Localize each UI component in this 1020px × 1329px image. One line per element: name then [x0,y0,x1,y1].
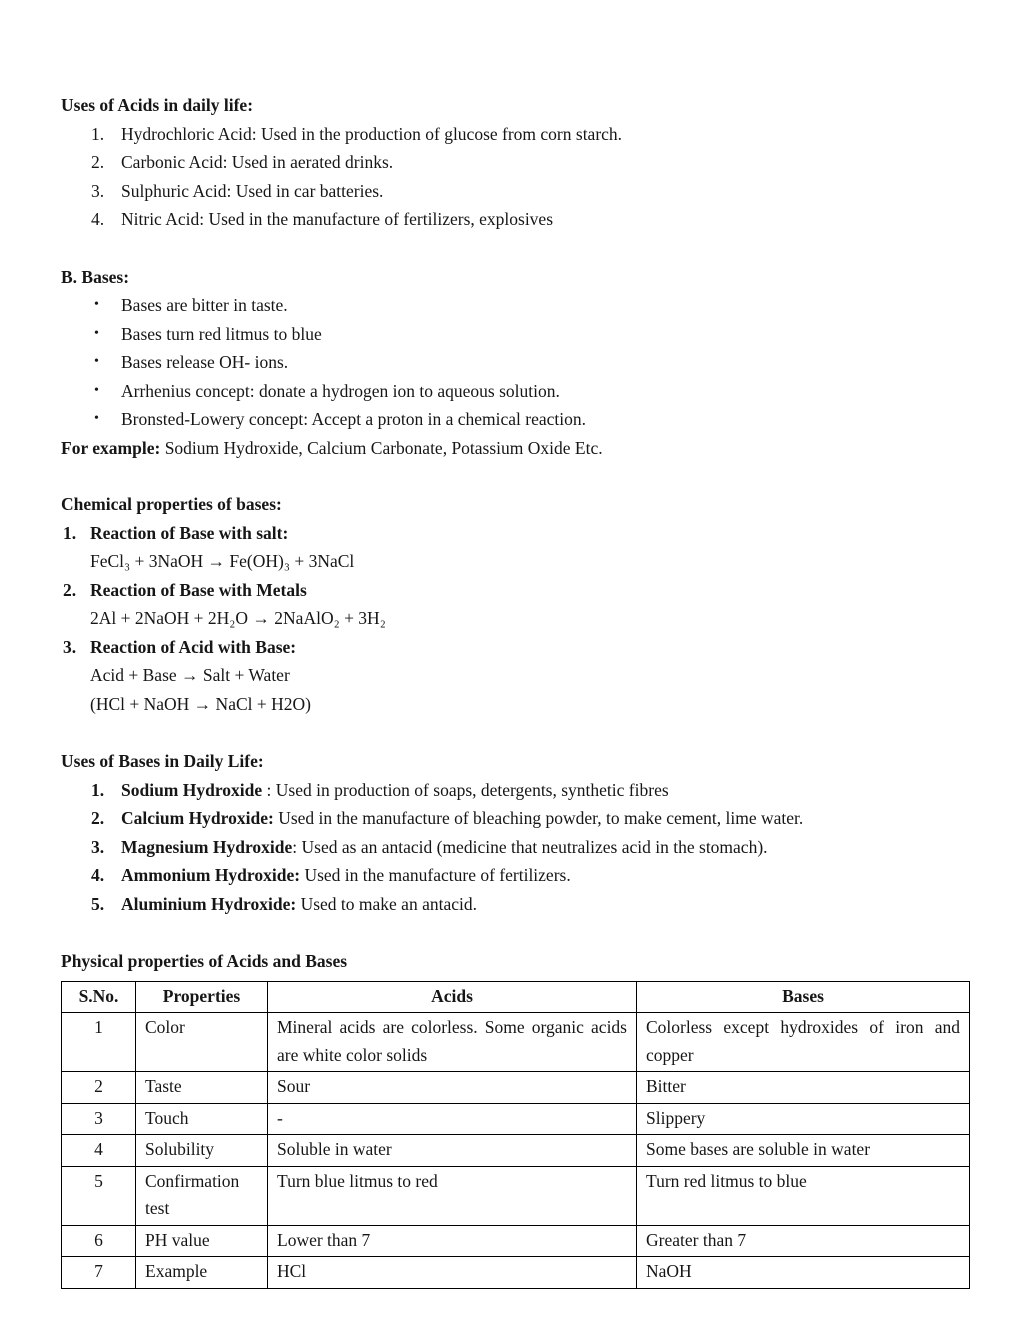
table-row [62,1072,970,1104]
bullet-icon: • [94,297,99,312]
list-text: Bases are bitter in taste. [121,295,288,315]
compound-name: Calcium Hydroxide: [121,808,274,828]
chem-title-text: Reaction of Base with Metals [90,579,307,600]
chem-formula: FeCl₃ + 3NaOH → Fe(OH)₃ + 3NaCl [90,551,355,571]
list-item [61,377,970,406]
list-text: Arrhenius concept: donate a hydrogen ion to aqueous solution. [121,380,560,401]
list-text: Nitric Acid: Used in the manufacture of fertilizers, explosives [121,209,554,229]
table-cell-sno: 7 [62,1257,136,1289]
chem-item-title [61,576,970,605]
chem-formula: Acid + Base → Salt + Water [90,665,290,685]
table-row [62,1103,970,1135]
table-cell-property: Example [136,1257,268,1289]
list-item [61,148,970,177]
table-row [62,1013,970,1072]
list-text: Bases turn red litmus to blue [121,323,322,344]
table-cell-acid: Soluble in water [268,1135,637,1167]
example-text: Sodium Hydroxide, Calcium Carbonate, Potassium Oxide Etc. [160,437,603,458]
table-cell-sno: 4 [62,1135,136,1167]
list-number: 2. [91,808,105,828]
table-cell-property: Color [136,1013,268,1072]
list-text: Hydrochloric Acid: Used in the production of glucose from corn starch. [121,123,623,144]
section-acid-uses [61,91,970,234]
list-text: Carbonic Acid: Used in aerated drinks. [121,152,394,172]
compound-name: Magnesium Hydroxide [121,836,293,857]
table-cell-sno: 1 [62,1013,136,1072]
list-text [121,833,970,862]
list-item [61,291,970,320]
chem-formula: (HCl + NaOH → NaCl + H2O) [90,693,311,714]
table-cell-property: PH value [136,1225,268,1257]
table-row [62,1225,970,1257]
list-item [61,405,970,434]
bullet-icon: • [94,411,99,426]
table-header-bases: Bases [637,981,970,1013]
chem-item [61,633,970,719]
list-text: Bases release OH- ions. [121,352,289,372]
table-header-acids: Acids [268,981,637,1013]
list-item [61,890,970,919]
compound-use: : Used in production of soaps, detergents, synthetic fibres [262,779,669,800]
table-cell-sno: 3 [62,1103,136,1135]
list-item [61,348,970,377]
chem-item [61,576,970,633]
table-header-properties: Properties [136,981,268,1013]
list-number: 4. [91,209,105,229]
list-item [61,776,970,805]
list-item [61,833,970,862]
chem-item [61,519,970,576]
chem-item-title [61,519,970,548]
table-title: Physical properties of Acids and Bases [61,951,348,971]
list-number: 2. [63,579,77,600]
heading-bases: B. Bases: [61,266,130,287]
list-text: Bronsted-Lowery concept: Accept a proton in a chemical reaction. [121,409,587,429]
list-text [121,861,970,890]
list-number: 5. [91,893,105,914]
table-cell-sno: 6 [62,1225,136,1257]
compound-name: Ammonium Hydroxide: [121,865,301,885]
list-number: 1. [91,779,105,800]
section-base-uses [61,747,970,918]
section-bases [61,263,970,463]
heading-base-uses: Uses of Bases in Daily Life: [61,751,264,771]
list-item [61,177,970,206]
section-chemical-properties [61,490,970,718]
example-label: For example: [61,437,161,458]
heading-chemical-properties: Chemical properties of bases: [61,494,282,514]
table-cell-acid: HCl [268,1257,637,1289]
table-cell-base: Greater than 7 [637,1225,970,1257]
chem-item-title [61,633,970,662]
compound-name: Sodium Hydroxide [121,779,263,800]
chem-title-text: Reaction of Base with salt: [90,522,289,543]
list-text [121,776,970,805]
list-number: 1. [63,522,77,543]
section-physical-properties [61,947,970,1289]
list-text [121,804,970,833]
compound-use: Used to make an antacid. [296,893,477,914]
list-number: 2. [91,152,105,172]
heading-acid-uses: Uses of Acids in daily life: [61,95,254,115]
table-cell-base: Colorless except hydroxides of iron and copper [637,1013,970,1072]
list-number: 3. [91,836,105,857]
list-item [61,205,970,234]
table-cell-acid: - [268,1103,637,1135]
table-row [62,1257,970,1289]
list-text: Sulphuric Acid: Used in car batteries. [121,180,384,201]
bullet-icon: • [94,354,99,369]
table-cell-property: Solubility [136,1135,268,1167]
table-cell-property: Confirmation test [136,1166,268,1225]
list-item [61,804,970,833]
list-item [61,320,970,349]
compound-use: Used in the manufacture of fertilizers. [300,865,571,885]
table-cell-acid: Lower than 7 [268,1225,637,1257]
table-cell-property: Touch [136,1103,268,1135]
table-cell-base: Bitter [637,1072,970,1104]
table-cell-acid: Mineral acids are colorless. Some organic acids are white color solids [268,1013,637,1072]
table-row [62,1166,970,1225]
compound-name: Aluminium Hydroxide: [121,893,297,914]
physical-properties-table [61,981,970,1289]
list-number: 3. [63,636,77,657]
table-cell-base: Some bases are soluble in water [637,1135,970,1167]
list-item [61,861,970,890]
table-cell-base: Turn red litmus to blue [637,1166,970,1225]
table-cell-property: Taste [136,1072,268,1104]
list-number: 1. [91,123,105,144]
chem-title-text: Reaction of Acid with Base: [90,636,297,657]
list-item [61,120,970,149]
table-cell-acid: Sour [268,1072,637,1104]
table-header-row [62,981,970,1013]
compound-use: : Used as an antacid (medicine that neutralizes acid in the stomach). [292,836,768,857]
table-cell-acid: Turn blue litmus to red [268,1166,637,1225]
table-cell-base: NaOH [637,1257,970,1289]
table-cell-sno: 5 [62,1166,136,1225]
table-cell-base: Slippery [637,1103,970,1135]
chem-formula: 2Al + 2NaOH + 2H₂O → 2NaAlO₂ + 3H₂ [90,608,386,628]
bullet-icon: • [94,382,99,398]
list-text [121,890,970,919]
compound-use: Used in the manufacture of bleaching powder, to make cement, lime water. [273,808,804,828]
list-number: 3. [91,180,105,201]
example-line [61,434,970,463]
table-header-sno: S.No. [62,981,136,1013]
bullet-icon: • [94,325,99,341]
table-cell-sno: 2 [62,1072,136,1104]
list-number: 4. [91,865,105,885]
table-row [62,1135,970,1167]
